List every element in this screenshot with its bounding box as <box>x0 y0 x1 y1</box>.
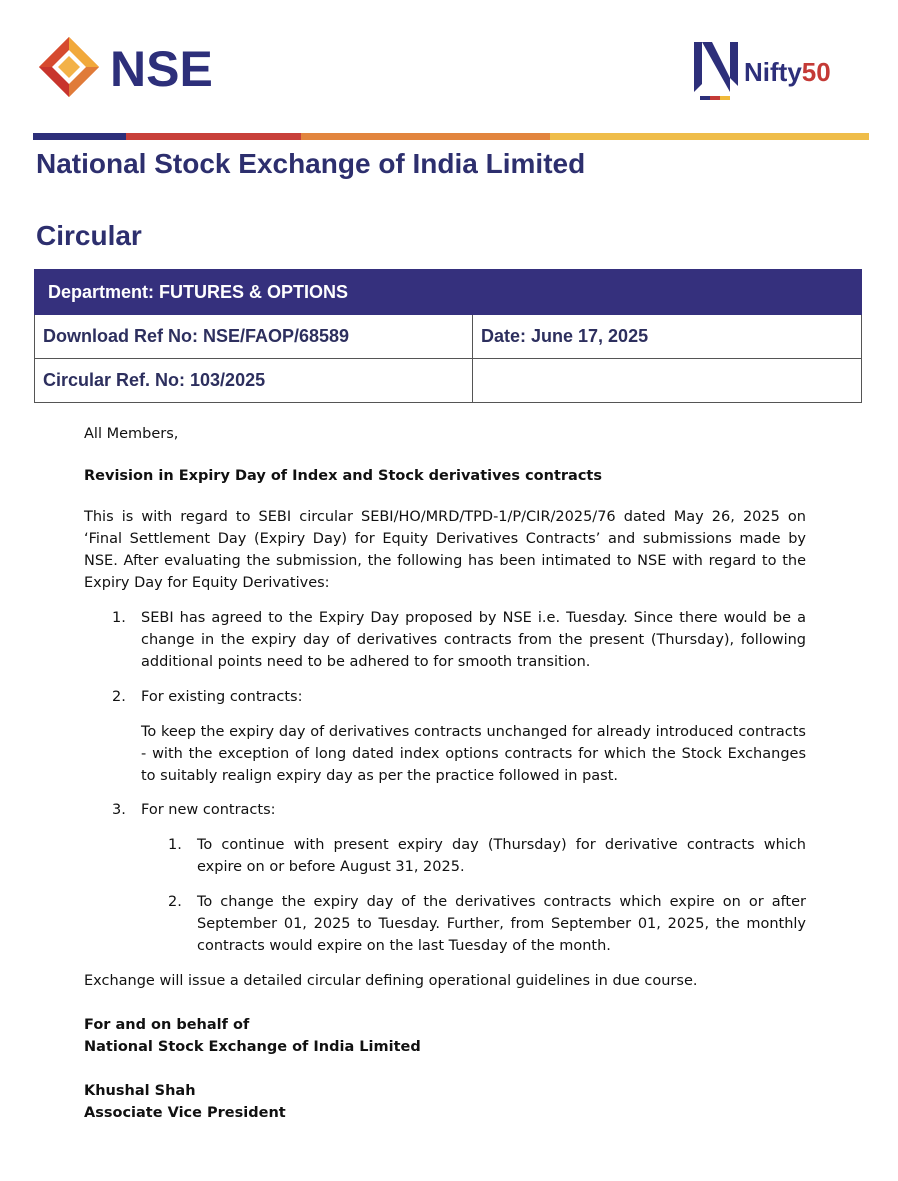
list-number: 1. <box>112 610 126 626</box>
list-item-detail: To keep the expiry day of derivatives contracts unchanged for already introduced contracts - with the exception of long dated index options contracts for which the Stock Exchanges to suitably realign expiry day as per the practice followed in past. <box>141 724 806 784</box>
sub-list-item <box>84 891 806 957</box>
list-item <box>84 607 806 673</box>
list-item <box>84 799 806 821</box>
color-bar-yellow <box>550 133 869 140</box>
signatory-title: Associate Vice President <box>84 1105 286 1121</box>
document-type-title: Circular <box>36 220 142 251</box>
nse-logo-text: NSE <box>110 41 213 97</box>
sub-list-number: 2. <box>168 894 182 910</box>
nifty-50-number: 50 <box>801 57 831 87</box>
subject-line: Revision in Expiry Day of Index and Stock derivatives contracts <box>84 468 602 484</box>
nse-logo <box>38 36 228 102</box>
signatory-name: Khushal Shah <box>84 1083 196 1099</box>
list-item-text: SEBI has agreed to the Expiry Day proposed by NSE i.e. Tuesday. Since there would be a change in the expiry day of derivatives contracts from the present (Thursday), following additional points need to be adhered to for smooth transition. <box>141 610 806 670</box>
download-ref-cell: Download Ref No: NSE/FAOP/68589 <box>35 315 473 359</box>
signature-line-1: For and on behalf of <box>84 1017 250 1033</box>
salutation: All Members, <box>84 426 179 442</box>
intro-paragraph: This is with regard to SEBI circular SEBI/HO/MRD/TPD-1/P/CIR/2025/76 dated May 26, 2025 on ‘Final Settlement Day (Expiry Day) for Equity Derivatives Contracts’ and submissions made by NSE. After evaluating the submission, the following has been intimated to NSE with regard to the Expiry Day for Equity Derivatives: <box>84 509 806 591</box>
list-item-text: For new contracts: <box>141 802 276 818</box>
color-bar-orange <box>301 133 550 140</box>
nifty-word: Nifty <box>744 57 802 87</box>
org-title: National Stock Exchange of India Limited <box>36 148 586 179</box>
department-cell: Department: FUTURES & OPTIONS <box>35 270 862 315</box>
nifty-logo-mark-icon <box>690 38 742 102</box>
empty-cell <box>473 359 862 403</box>
circular-ref-cell: Circular Ref. No: 103/2025 <box>35 359 473 403</box>
color-bar-navy <box>33 133 126 140</box>
reference-row <box>35 315 862 359</box>
date-cell: Date: June 17, 2025 <box>473 315 862 359</box>
list-number: 3. <box>112 802 126 818</box>
nse-logo-mark-icon <box>38 36 100 98</box>
sub-list-item-text: To change the expiry day of the derivatives contracts which expire on or after September 01, 2025 to Tuesday. Further, from September 01, 2025, the monthly contracts would expire on the last Tuesday of the month. <box>197 894 806 954</box>
list-item-text: For existing contracts: <box>141 689 303 705</box>
list-number: 2. <box>112 689 126 705</box>
signature-line-2: National Stock Exchange of India Limited <box>84 1039 421 1055</box>
nifty50-logo <box>690 38 860 104</box>
nifty50-logo-text <box>744 56 831 88</box>
circular-info-table <box>34 269 862 403</box>
closing-paragraph: Exchange will issue a detailed circular defining operational guidelines in due course. <box>84 973 698 989</box>
sub-list-number: 1. <box>168 837 182 853</box>
circular-body <box>84 420 806 1124</box>
department-row <box>35 270 862 315</box>
sub-list-item-text: To continue with present expiry day (Thursday) for derivative contracts which expire on or before August 31, 2025. <box>197 837 806 875</box>
sub-list-item <box>84 834 806 878</box>
circular-ref-row <box>35 359 862 403</box>
color-bar-red <box>126 133 301 140</box>
list-item <box>84 686 806 708</box>
brand-color-bar <box>33 133 869 140</box>
